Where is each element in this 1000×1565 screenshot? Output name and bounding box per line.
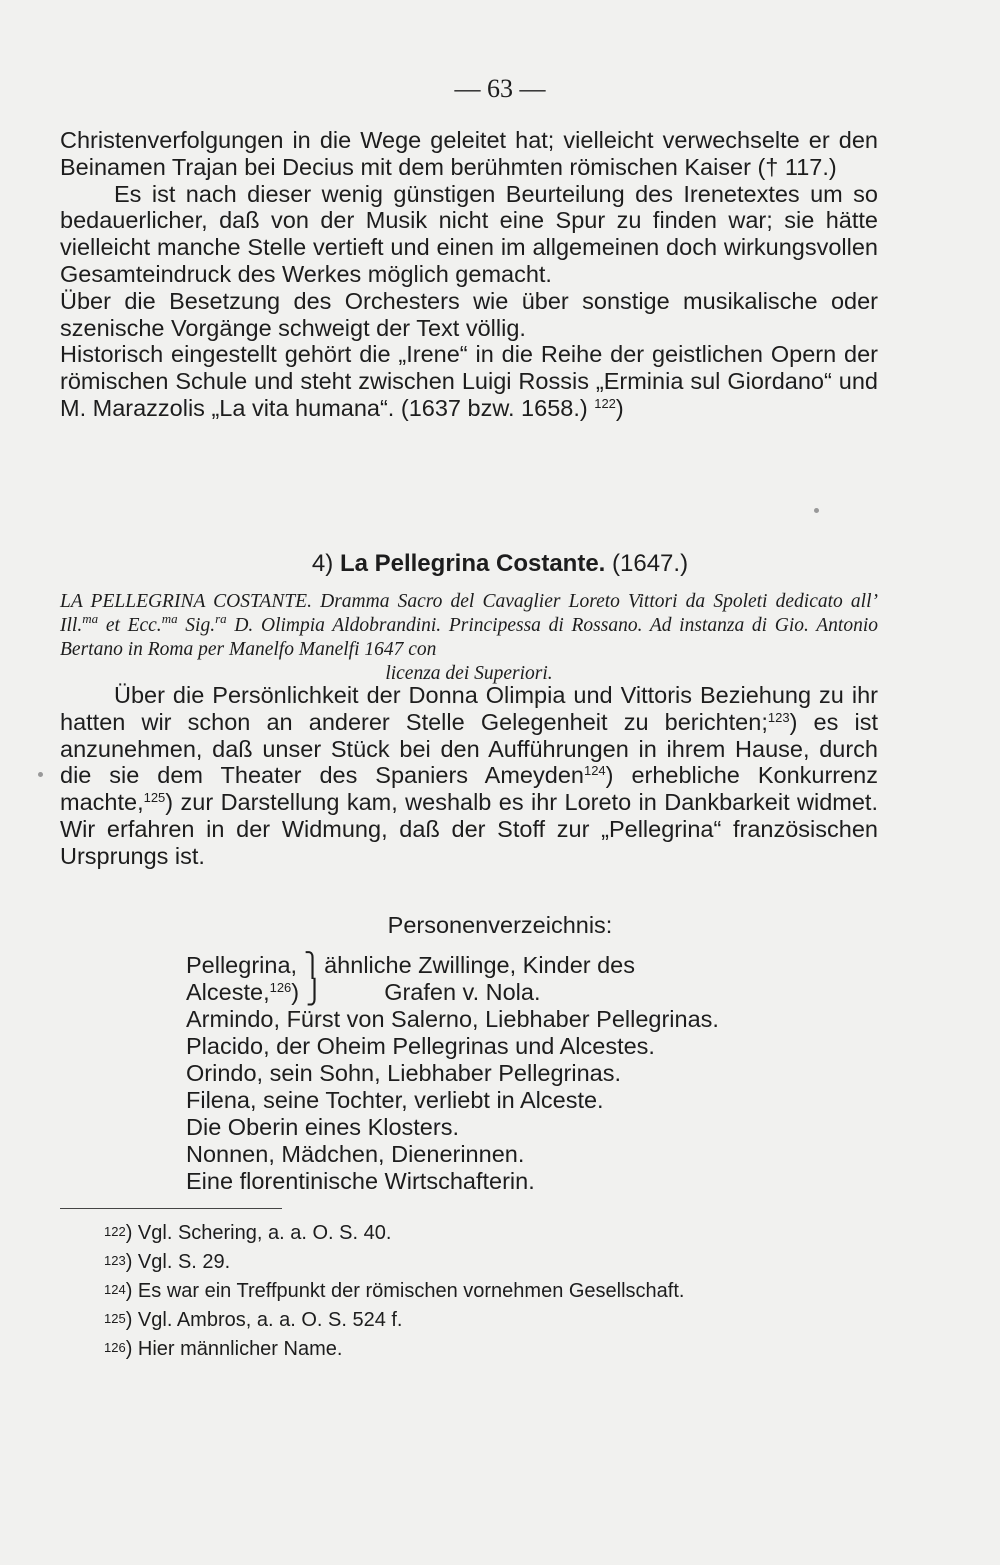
cast-row: Eine florentinische Wirtschafterin. [186,1168,535,1194]
footnote-122 [104,1218,684,1247]
paragraph-historical-text: Historisch eingestellt gehört die „Irene“ in die Reihe der geistlichen Opern der römischen Schule und steht zwischen Luigi Rossis „Erminia sul Giordano“ und M. Marazzolis „La vita humana“. (1637 bzw. 1658.) [60,341,878,421]
footnote-124 [104,1276,684,1305]
olimpia-part-2: ) es ist anzunehmen, daß unser Stück bei den Aufführungen in ihrem Hause, durch die sie dem Theater des Spaniers Ameyden [60,708,878,789]
footnote-divider [60,1208,282,1209]
footnote-text: ) Hier männlicher Name. [125,1338,343,1360]
section-year: (1647.) [612,550,689,577]
libretto-title-block [60,590,878,686]
footnote-ref-122: 122 [594,395,616,411]
footnote-ref-124: 124 [583,763,606,779]
footnote-125 [104,1305,684,1334]
footnote-number: 122 [104,1224,126,1239]
brace-icon: ⎭ [305,979,324,1005]
section-title: La Pellegrina Costante. [339,550,606,577]
section-number: 4) [311,550,334,577]
title-part-4: D. Olimpia Aldobrandini. Principessa di Rossano. Ad instanza di Gio. Antonio Bertano in Roma per Manelfo Manelfi 1647 con [60,615,878,660]
footnote-text: ) Vgl. Schering, a. a. O. S. 40. [125,1222,392,1244]
title-sup-3: ra [215,611,227,626]
title-sup-2: ma [161,611,178,626]
speck-mark [38,772,43,777]
footnote-ref-123: 123 [767,709,790,725]
footnote-123 [104,1247,684,1276]
title-part-1: LA PELLEGRINA COSTANTE. Dramma Sacro del Cavaglier Loreto Vittori da Spoleti dedicato all’ Ill. [60,591,878,636]
footnote-ref-125: 125 [143,790,166,806]
brace-icon: ⎫ [303,952,322,978]
olimpia-part-3: ) erhebliche Konkurrenz machte, [60,762,878,816]
title-part-3: Sig. [177,615,216,636]
title-sup-1: ma [82,611,99,626]
mid-text-block [60,682,878,870]
olimpia-part-1: Über die Persönlichkeit der Donna Olimpia und Vittoris Beziehung zu ihr hatten wir schon an anderer Stelle Gelegenheit zu berichten; [60,682,878,735]
cast-row: Placido, der Oheim Pellegrinas und Alcestes. [186,1033,655,1059]
speck-mark [814,508,819,513]
cast-desc-twins: ähnliche Zwillinge, Kinder des [324,952,636,978]
libretto-title-last-line: licenza dei Superiori. [385,663,553,684]
paragraph-assessment: Es ist nach dieser wenig günstigen Beurteilung des Irenetextes um so bedauerlicher, daß von der Musik nicht eine Spur zu finden war; sie hätte vielleicht manche Stelle vertieft und einen im allgemeinen doch wirkungsvollen Gesamteindruck des Werkes möglich gemacht. [60,180,878,287]
libretto-title-text [60,590,878,662]
cast-row: Die Oberin eines Klosters. [186,1114,459,1140]
olimpia-part-4: ) zur Darstellung kam, weshalb es ihr Loreto in Dankbarkeit widmet. Wir erfahren in der Widmung, daß der Stoff zur „Pellegrina“ französischen Ursprungs ist. [60,789,878,869]
cast-row: Filena, seine Tochter, verliebt in Alceste. [186,1087,604,1113]
footnote-text: ) Es war ein Treffpunkt der römischen vornehmen Gesellschaft. [125,1280,685,1302]
cast-row: Armindo, Fürst von Salerno, Liebhaber Pellegrinas. [186,1006,719,1032]
personen-heading: Personenverzeichnis: [387,912,613,938]
footnote-text: ) Vgl. S. 29. [125,1251,231,1273]
top-text-block [60,127,878,422]
footnote-number: 125 [104,1311,126,1326]
cast-row: Nonnen, Mädchen, Dienerinnen. [186,1141,525,1167]
paragraph-historical: Historisch eingestellt gehört die „Irene“ in die Reihe der geistlichen Opern der römischen Schule und steht zwischen Luigi Rossis „Erminia sul Giordano“ und M. Marazzolis „La vita humana“. (1637 bzw. 1658.) $^{122}$) [60,341,878,421]
section-heading [0,550,1000,578]
cast-ref-paren: ) [291,979,300,1005]
cast-row-pellegrina [186,952,719,979]
cast-name-alceste: Alceste, [186,979,270,1005]
cast-list [186,952,719,1195]
cast-row: Orindo, sein Sohn, Liebhaber Pellegrinas. [186,1060,622,1086]
paragraph-olimpia [60,682,878,870]
title-part-2: et Ecc. [98,615,162,636]
paragraph-continuation: Christenverfolgungen in die Wege geleitet hat; vielleicht verwechselte er den Beinamen Trajan bei Decius mit dem berühmten römischen Kaiser († 117.) [60,127,878,180]
footnote-ref-126: 126 [269,980,292,995]
footnotes [104,1218,684,1363]
cast-name-pellegrina: Pellegrina, [186,952,298,978]
paragraph-orchestra: Über die Besetzung des Orchesters wie über sonstige musikalische oder szenische Vorgänge schweigt der Text völlig. [60,287,878,341]
footnote-text: ) Vgl. Ambros, a. a. O. S. 524 f. [125,1309,403,1331]
footnote-number: 126 [104,1340,126,1355]
footnote-126 [104,1334,684,1363]
cast-desc-grafen: Grafen v. Nola. [384,979,541,1005]
cast-row-alceste [186,979,719,1006]
page-number: — 63 — [454,74,546,103]
footnote-number: 124 [104,1282,126,1297]
footnote-number: 123 [104,1253,126,1268]
